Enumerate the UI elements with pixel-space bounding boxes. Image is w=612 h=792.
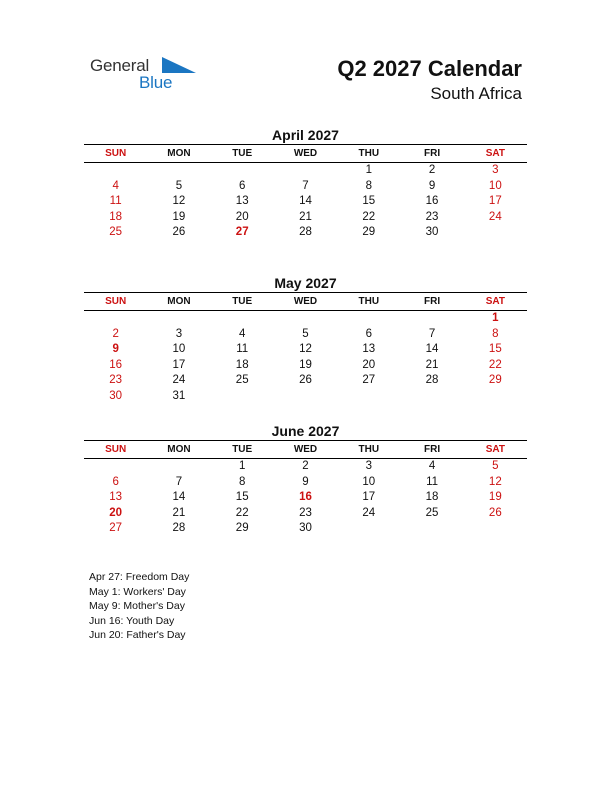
week-row: [84, 342, 527, 358]
day-cell: 2: [428, 164, 436, 176]
weekday-label: TUE: [232, 148, 253, 159]
month-title: April 2027: [272, 127, 339, 143]
day-cell: 24: [488, 210, 502, 223]
day-cell: 6: [239, 179, 246, 192]
weekday-label: MON: [167, 444, 191, 455]
day-cell: 19: [172, 210, 186, 223]
day-cell: 13: [235, 195, 249, 208]
holiday-item: May 1: Workers' Day: [89, 585, 186, 598]
day-cell: 4: [428, 460, 436, 472]
day-cell: 10: [488, 179, 502, 192]
day-cell: 29: [488, 374, 502, 387]
week-row: [84, 459, 527, 475]
day-cell: 23: [425, 210, 439, 223]
day-cell: 14: [425, 343, 439, 356]
day-cell: 23: [109, 374, 123, 387]
day-cell: 5: [175, 179, 183, 192]
day-cell: 3: [365, 460, 372, 472]
day-cell: 19: [299, 358, 312, 371]
weekday-label: WED: [293, 296, 318, 307]
weekday-label: SAT: [485, 296, 505, 307]
logo-flag-icon: [162, 57, 196, 73]
week-row: [84, 311, 527, 327]
day-cell: 29: [362, 226, 376, 239]
day-cell: [84, 163, 147, 179]
weekday-label: TUE: [232, 444, 253, 455]
week-row: [84, 194, 527, 210]
day-cell: 26: [172, 226, 186, 239]
week-row: [84, 225, 527, 241]
day-cell: 15: [235, 491, 249, 504]
day-cell: 14: [172, 491, 186, 504]
week-row: [84, 521, 527, 537]
holiday-item: Jun 16: Youth Day: [89, 614, 175, 627]
weekday-label: WED: [293, 148, 318, 159]
day-cell: 30: [299, 522, 312, 535]
weekday-label: FRI: [423, 296, 441, 307]
day-cell: 7: [302, 179, 309, 192]
weekday-label: FRI: [423, 444, 441, 455]
day-cell: [274, 389, 337, 405]
day-cell: 1: [365, 164, 372, 176]
weekday-label: FRI: [423, 148, 441, 159]
day-cell: 10: [362, 475, 376, 488]
day-cell: [84, 311, 147, 327]
logo-word-blue: Blue: [139, 73, 173, 92]
day-cell: [147, 163, 210, 179]
day-cell: 18: [109, 210, 123, 223]
weekday-header: [84, 441, 527, 459]
day-cell: 7: [175, 475, 183, 488]
day-cell: 22: [488, 358, 502, 371]
day-cell: 1: [239, 460, 246, 472]
day-cell: 5: [492, 460, 499, 472]
day-cell: [274, 163, 337, 179]
day-cell: 23: [299, 506, 312, 519]
week-row: [84, 210, 527, 226]
day-cell: [274, 311, 337, 327]
day-cell: 22: [235, 506, 249, 519]
day-cell: [211, 311, 274, 327]
day-cell: 20: [362, 358, 376, 371]
weekday-label: WED: [293, 444, 318, 455]
day-cell: 15: [362, 195, 376, 208]
day-cell: [400, 389, 463, 405]
month-block: [84, 422, 527, 537]
day-cell: 11: [109, 195, 122, 208]
day-cell: [464, 521, 527, 537]
month-title: May 2027: [274, 275, 337, 291]
day-cell: 10: [172, 343, 186, 356]
day-cell: 1: [492, 312, 499, 324]
day-cell: 15: [488, 343, 502, 356]
week-row: [84, 358, 527, 374]
day-cell: 24: [362, 506, 376, 519]
day-cell: 3: [492, 164, 499, 176]
day-cell: 30: [109, 389, 123, 402]
page-title: Q2 2027 Calendar: [337, 56, 522, 81]
week-row: [84, 475, 527, 491]
day-cell: 17: [172, 358, 186, 371]
day-cell: [400, 311, 463, 327]
week-row: [84, 389, 527, 405]
day-cell: 17: [362, 491, 376, 504]
day-cell: 27: [235, 226, 249, 239]
holiday-item: May 9: Mother's Day: [89, 600, 185, 612]
day-cell: [147, 311, 210, 327]
holiday-item: Jun 20: Father's Day: [89, 629, 186, 641]
day-cell: 3: [175, 327, 183, 340]
week-row: [84, 163, 527, 179]
day-cell: 26: [299, 374, 312, 387]
day-cell: [211, 389, 274, 405]
day-cell: 19: [488, 491, 502, 504]
month-block: [84, 274, 527, 405]
day-cell: 7: [428, 327, 436, 340]
day-cell: 4: [112, 179, 119, 192]
country-subtitle: South Africa: [430, 84, 522, 103]
day-cell: 28: [425, 374, 439, 387]
day-cell: 18: [425, 491, 439, 504]
day-cell: 31: [172, 389, 186, 402]
holiday-list: [89, 570, 189, 643]
weekday-label: TUE: [232, 296, 253, 307]
day-cell: 29: [235, 522, 249, 535]
day-cell: [464, 225, 527, 241]
day-cell: 21: [425, 358, 439, 371]
day-cell: 12: [488, 475, 502, 488]
day-cell: 6: [365, 327, 372, 340]
day-cell: [211, 163, 274, 179]
day-cell: 17: [488, 195, 502, 208]
day-cell: [84, 459, 147, 475]
weekday-label: THU: [358, 148, 380, 159]
day-cell: 22: [362, 210, 376, 223]
day-cell: 16: [425, 195, 439, 208]
day-cell: [400, 521, 463, 537]
day-cell: [337, 311, 400, 327]
weekday-label: SUN: [105, 148, 127, 159]
weekday-label: SAT: [485, 148, 505, 159]
weekday-label: SUN: [105, 444, 127, 455]
week-row: [84, 179, 527, 195]
day-cell: 20: [109, 506, 123, 519]
day-cell: 20: [235, 210, 249, 223]
weekday-label: SUN: [105, 296, 127, 307]
day-cell: 25: [109, 226, 123, 239]
month-title: June 2027: [271, 423, 340, 439]
day-cell: 21: [299, 210, 312, 223]
day-cell: [464, 389, 527, 405]
logo: [90, 56, 200, 96]
day-cell: 2: [302, 460, 309, 472]
day-cell: 21: [172, 506, 186, 519]
day-cell: 14: [299, 195, 312, 208]
day-cell: 16: [109, 358, 123, 371]
day-cell: 8: [239, 475, 246, 488]
day-cell: 25: [425, 506, 439, 519]
weekday-label: THU: [358, 296, 380, 307]
weekday-label: SAT: [485, 444, 505, 455]
holiday-item: Apr 27: Freedom Day: [89, 571, 190, 583]
week-row: [84, 373, 527, 389]
day-cell: 5: [302, 327, 309, 340]
day-cell: 9: [302, 475, 309, 488]
day-cell: 4: [239, 327, 246, 340]
weekday-header: [84, 145, 527, 163]
day-cell: 8: [492, 327, 499, 340]
day-cell: 28: [172, 522, 186, 535]
day-cell: 26: [488, 506, 502, 519]
day-cell: 24: [172, 374, 186, 387]
day-cell: 11: [236, 343, 249, 356]
day-cell: 13: [362, 343, 376, 356]
day-cell: 13: [109, 491, 123, 504]
day-cell: 6: [112, 475, 119, 488]
week-row: [84, 506, 527, 522]
day-cell: 30: [425, 226, 439, 239]
day-cell: 12: [299, 343, 312, 356]
week-row: [84, 490, 527, 506]
day-cell: 28: [299, 226, 312, 239]
day-cell: 16: [299, 491, 312, 504]
logo-word-general: General: [90, 56, 150, 75]
day-cell: 27: [362, 374, 376, 387]
weekday-label: MON: [167, 148, 191, 159]
day-cell: 2: [112, 327, 119, 340]
day-cell: 12: [172, 195, 186, 208]
month-block: [84, 126, 527, 241]
day-cell: 9: [112, 343, 119, 356]
day-cell: 11: [426, 475, 439, 488]
day-cell: [337, 521, 400, 537]
day-cell: 27: [109, 522, 123, 535]
day-cell: 25: [235, 374, 249, 387]
weekday-label: MON: [167, 296, 191, 307]
weekday-header: [84, 293, 527, 311]
day-cell: 18: [235, 358, 249, 371]
week-row: [84, 327, 527, 343]
day-cell: [337, 389, 400, 405]
day-cell: [147, 459, 210, 475]
weekday-label: THU: [358, 444, 380, 455]
day-cell: 8: [365, 179, 372, 192]
day-cell: 9: [428, 179, 436, 192]
